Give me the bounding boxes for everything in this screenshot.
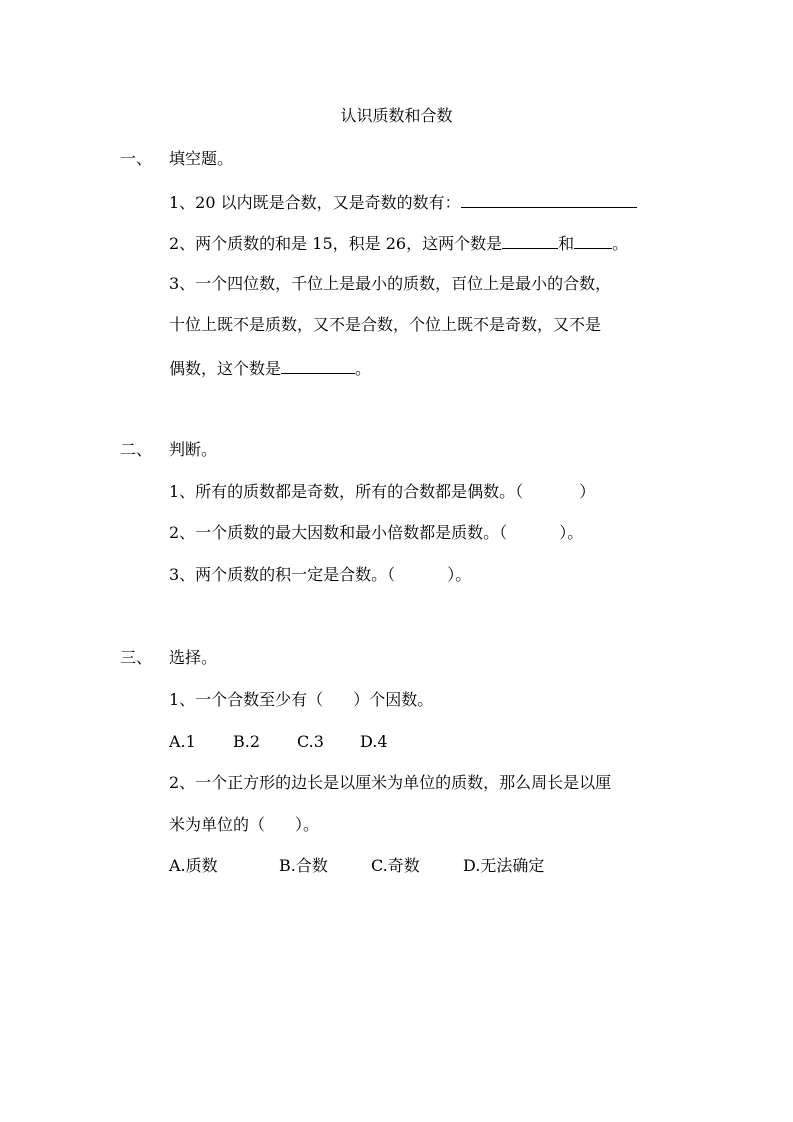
section-1-number: 一、	[120, 149, 153, 168]
judge-question-3	[169, 565, 471, 585]
fill-question-3-text: 偶数，这个数是	[169, 359, 282, 378]
judge-question-2	[169, 523, 583, 543]
choice-option-b[interactable]: B.合数	[279, 856, 328, 875]
fill-question-2	[169, 232, 628, 254]
choice-question-1	[169, 690, 433, 710]
choice-option-b[interactable]: B.2	[233, 732, 261, 751]
section-1-heading: 填空题。	[169, 149, 234, 168]
choice-option-a[interactable]: A.1	[169, 732, 196, 751]
judge-question-1-text: 1、所有的质数都是奇数，所有的合数都是偶数。（	[169, 482, 524, 501]
section-3-number: 三、	[120, 648, 153, 667]
choice-question-2-end: ）。	[295, 815, 320, 834]
judge-question-1-close: ）	[579, 482, 596, 501]
judge-question-1	[169, 482, 595, 502]
fill-question-1-text: 1、20 以内既是合数，又是奇数的数有：	[169, 193, 461, 212]
fill-question-2-text: 2、两个质数的和是 15，积是 26，这两个数是	[169, 234, 503, 253]
answer-blank[interactable]	[281, 357, 355, 374]
choice-question-2-text: 米为单位的（	[169, 815, 266, 834]
fill-question-2-end: 。	[612, 234, 629, 253]
page-title: 认识质数和合数	[340, 106, 453, 125]
choice-option-c[interactable]: C.奇数	[371, 856, 420, 875]
choice-question-1-end: ）个因数。	[353, 690, 434, 709]
section-2-number: 二、	[120, 440, 153, 459]
section-3-heading: 选择。	[169, 648, 218, 667]
judge-question-2-text: 2、一个质数的最大因数和最小倍数都是质数。（	[169, 523, 508, 542]
choice-question-2-line-1: 2、一个正方形的边长是以厘米为单位的质数，那么周长是以厘	[169, 773, 612, 792]
fill-question-3-line-3	[169, 357, 371, 379]
choice-option-c[interactable]: C.3	[297, 732, 324, 751]
judge-question-3-text: 3、两个质数的积一定是合数。（	[169, 565, 396, 584]
answer-blank[interactable]	[461, 191, 637, 208]
section-2-heading: 判断。	[169, 440, 218, 459]
answer-blank[interactable]	[574, 232, 612, 249]
fill-question-1	[169, 191, 637, 213]
choice-question-2-line-2	[169, 815, 319, 835]
judge-question-2-close: ）。	[559, 523, 584, 542]
choice-question-1-text: 1、一个合数至少有（	[169, 690, 324, 709]
fill-question-3-line-2: 十位上既不是质数，又不是合数，个位上既不是奇数，又不是	[169, 315, 602, 334]
fill-question-3-end: 。	[355, 359, 372, 378]
choice-option-d[interactable]: D.4	[360, 732, 388, 751]
judge-question-3-close: ）。	[447, 565, 472, 584]
fill-question-3-line-1: 3、一个四位数，千位上是最小的质数，百位上是最小的合数，	[169, 274, 612, 293]
choice-option-a[interactable]: A.质数	[169, 856, 218, 875]
fill-question-2-and: 和	[558, 234, 575, 253]
choice-option-d[interactable]: D.无法确定	[463, 856, 545, 875]
answer-blank[interactable]	[502, 232, 558, 249]
